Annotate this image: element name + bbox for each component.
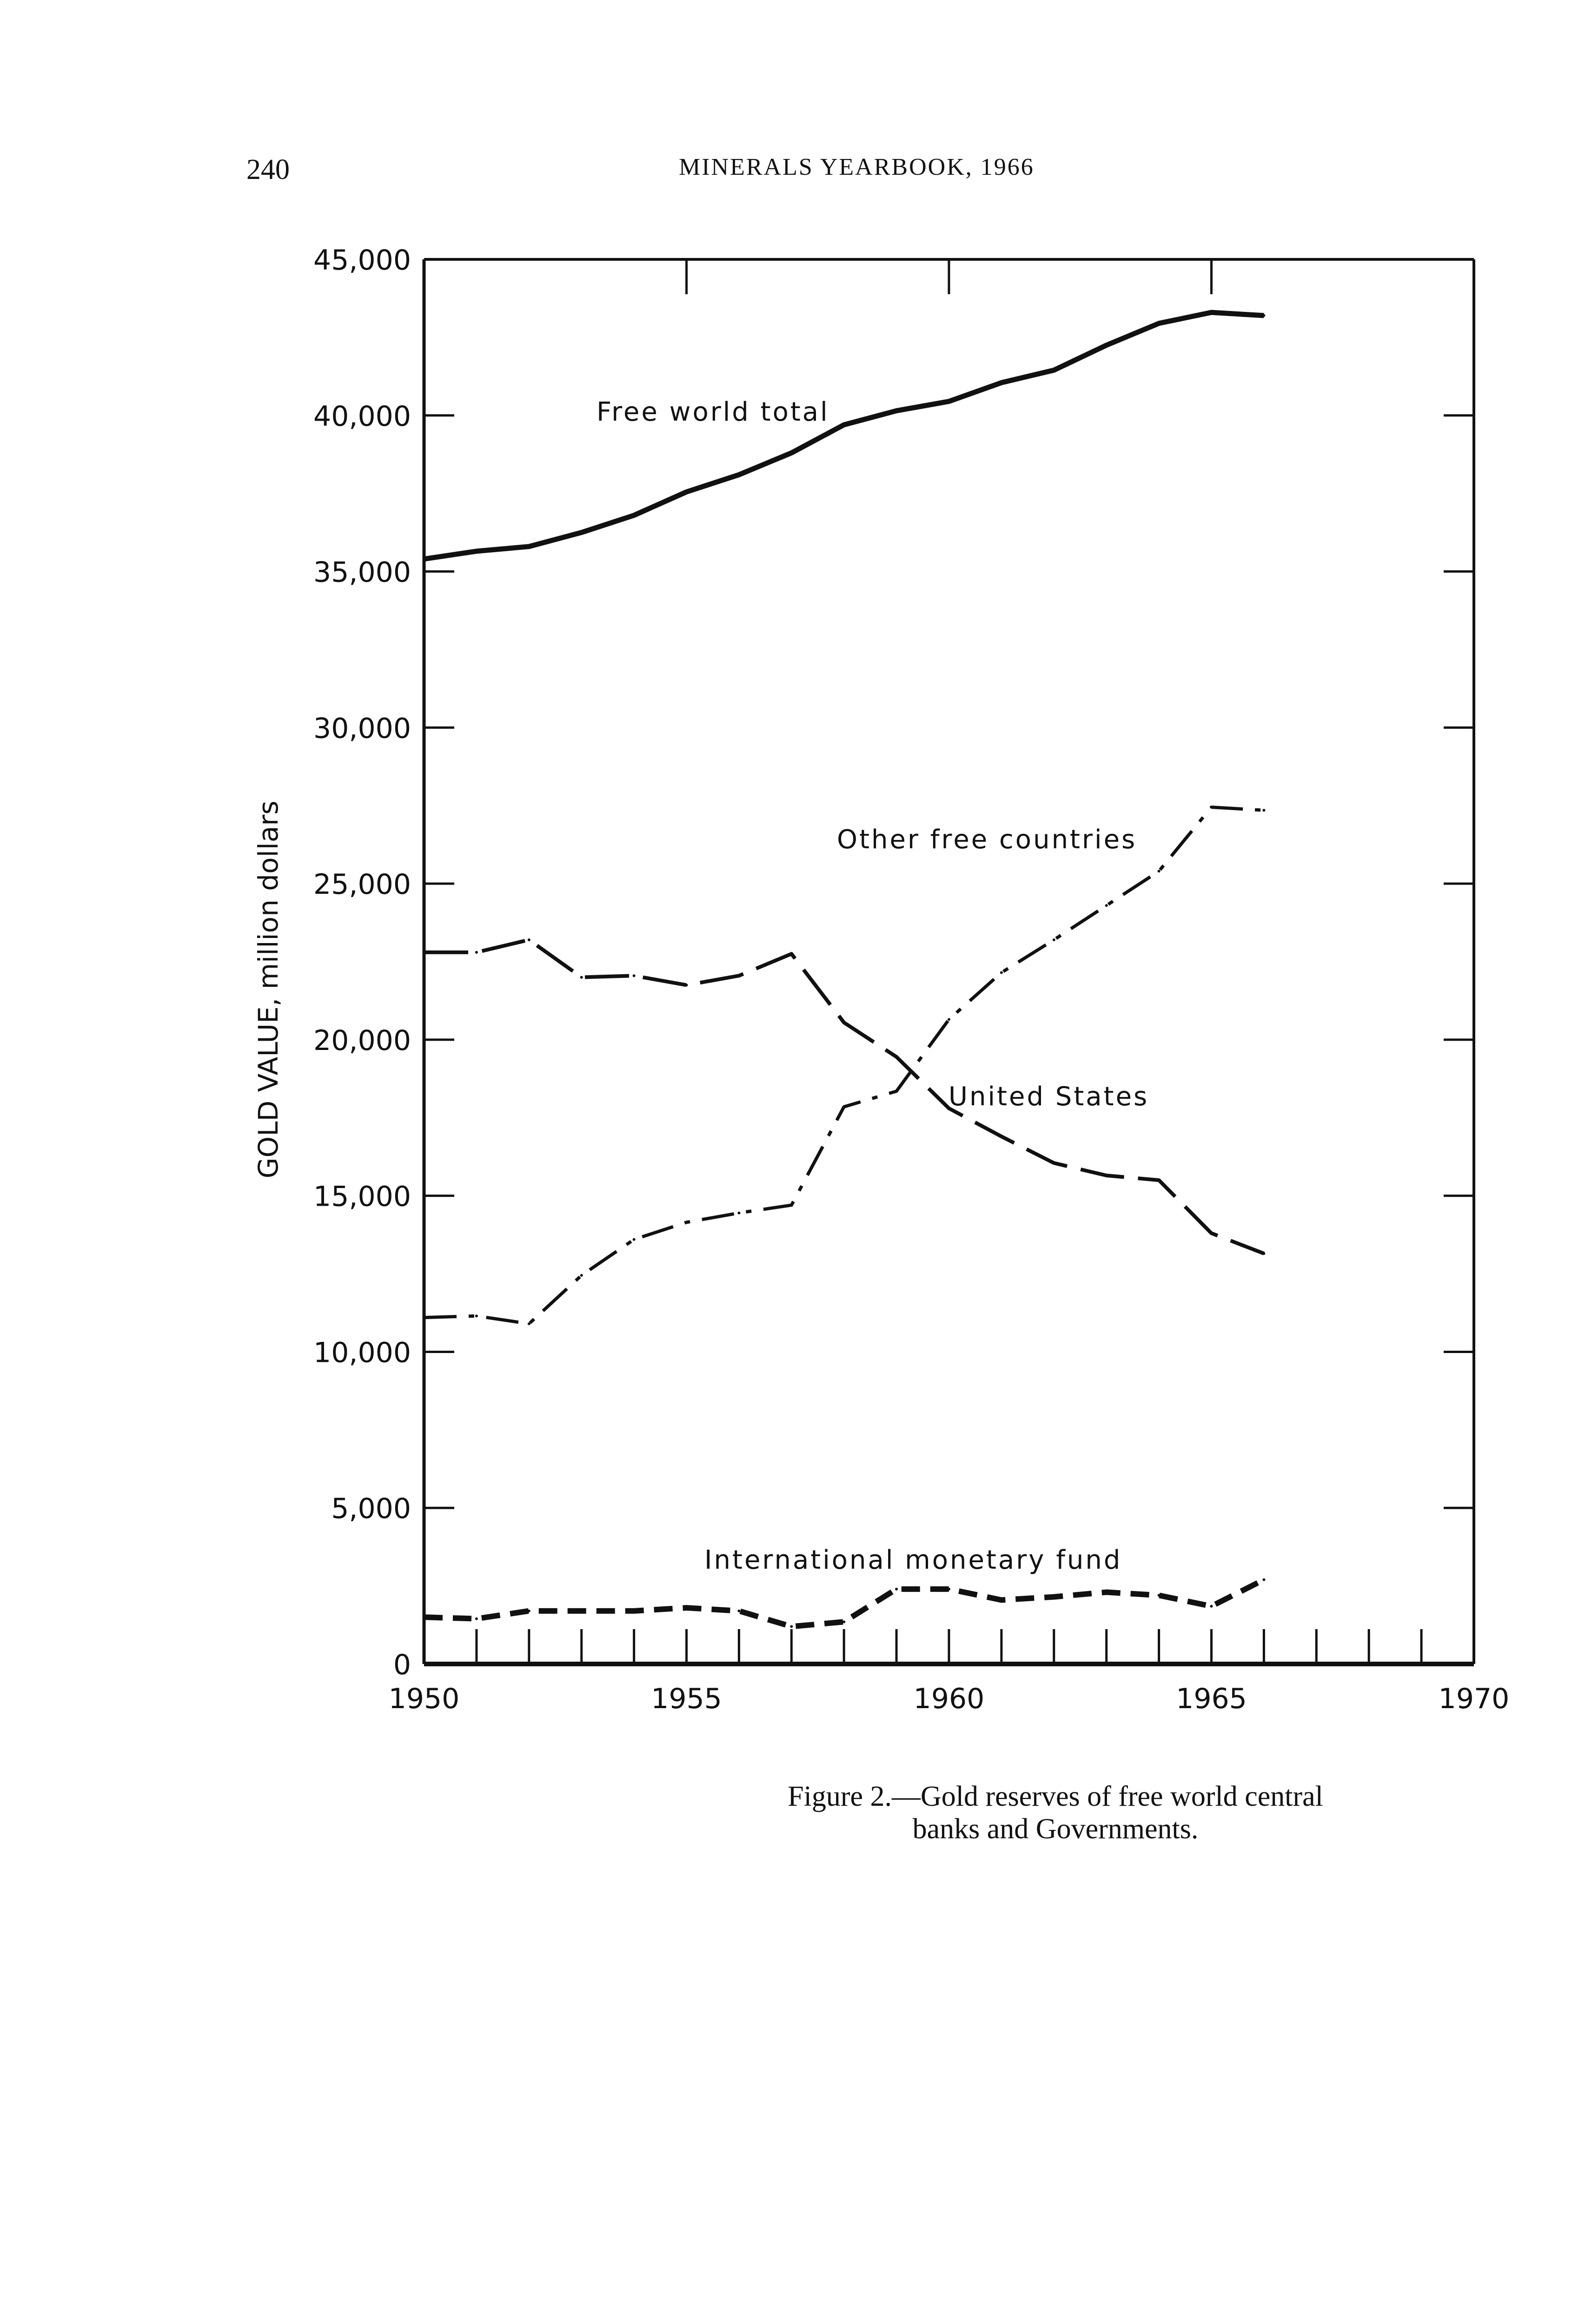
running-title: MINERALS YEARBOOK, 1966 [679,154,1035,180]
data-point [580,1610,583,1612]
data-point [423,1316,425,1319]
data-point [1262,314,1265,317]
data-point [842,1620,845,1623]
x-tick-label: 1960 [913,1683,985,1715]
data-point [1000,971,1003,974]
y-tick-label: 25,000 [313,868,411,901]
data-point [580,1274,583,1277]
y-axis-title: GOLD VALUE, million dollars [252,800,284,1179]
data-point [1105,1591,1108,1594]
data-point [580,976,583,979]
data-point [737,1610,740,1612]
data-point [528,545,531,548]
y-tick-label: 20,000 [313,1024,411,1057]
data-point [948,1588,950,1591]
data-point [633,514,636,517]
data-point [1000,381,1003,384]
data-point [580,531,583,534]
label-united-states: United States [948,1082,1149,1112]
data-point [1053,369,1055,371]
data-point [790,451,793,454]
data-point [633,1238,636,1241]
data-point [1262,1578,1265,1581]
data-point [633,974,636,977]
data-point [1105,904,1108,907]
data-point [1158,322,1161,325]
data-point [528,938,531,941]
data-point [737,473,740,476]
data-point [1053,1162,1055,1164]
data-point [1210,1232,1213,1235]
data-point [1158,870,1161,872]
data-point [1210,806,1213,809]
data-point [737,974,740,977]
x-tick-label: 1950 [388,1683,460,1715]
y-tick-label: 0 [393,1649,411,1681]
data-point [895,1090,898,1093]
data-point [1158,1179,1161,1182]
data-point [475,550,478,553]
data-point [685,490,688,493]
data-point [1053,938,1055,941]
data-point [423,558,425,561]
data-point [1000,1135,1003,1138]
data-point [1210,1605,1213,1608]
data-point [1105,1174,1108,1177]
data-point [423,951,425,954]
data-point [1105,344,1108,347]
label-other-free-countries: Other free countries [837,825,1137,855]
data-point [948,1018,950,1021]
data-point [685,984,688,986]
data-point [895,409,898,412]
data-point [948,400,950,403]
page-number: 240 [246,154,290,185]
figure-caption-line-1: Figure 2.—Gold reserves of free world central [788,1781,1323,1812]
x-tick-label: 1970 [1438,1683,1510,1715]
data-point [842,423,845,426]
free-world-total-line [424,312,1264,559]
data-point [633,1610,636,1612]
label-international-monetary-fund: International monetary fund [704,1545,1122,1575]
y-tick-label: 35,000 [313,556,411,589]
data-point [790,1625,793,1628]
data-point [528,1610,531,1612]
data-point [475,1618,478,1620]
y-tick-label: 5,000 [331,1492,411,1525]
data-point [842,1105,845,1108]
y-tick-label: 10,000 [313,1336,411,1369]
data-point [475,951,478,954]
data-point [1210,311,1213,314]
data-point [423,1616,425,1618]
data-point [1158,1594,1161,1597]
data-point [895,1588,898,1591]
figure-caption-line-2: banks and Governments. [912,1813,1199,1845]
data-point [1262,1252,1265,1255]
imf-line [424,1580,1264,1627]
data-point [528,1322,531,1325]
data-point [737,1212,740,1215]
data-point [685,1606,688,1609]
data-point [790,952,793,955]
label-free-world-total: Free world total [597,397,829,427]
data-point [1053,1596,1055,1598]
y-tick-label: 15,000 [313,1180,411,1213]
x-tick-label: 1955 [651,1683,722,1715]
other-free-countries-line [424,807,1264,1324]
data-point [475,1314,478,1317]
y-tick-label: 40,000 [313,400,411,433]
data-point [1000,1598,1003,1601]
data-point [842,1021,845,1024]
x-tick-label: 1965 [1176,1683,1247,1715]
data-point [790,1204,793,1207]
data-point [685,1221,688,1224]
data-point [1262,809,1265,812]
data-point [895,1056,898,1058]
y-tick-label: 30,000 [313,712,411,745]
y-tick-label: 45,000 [313,244,411,277]
